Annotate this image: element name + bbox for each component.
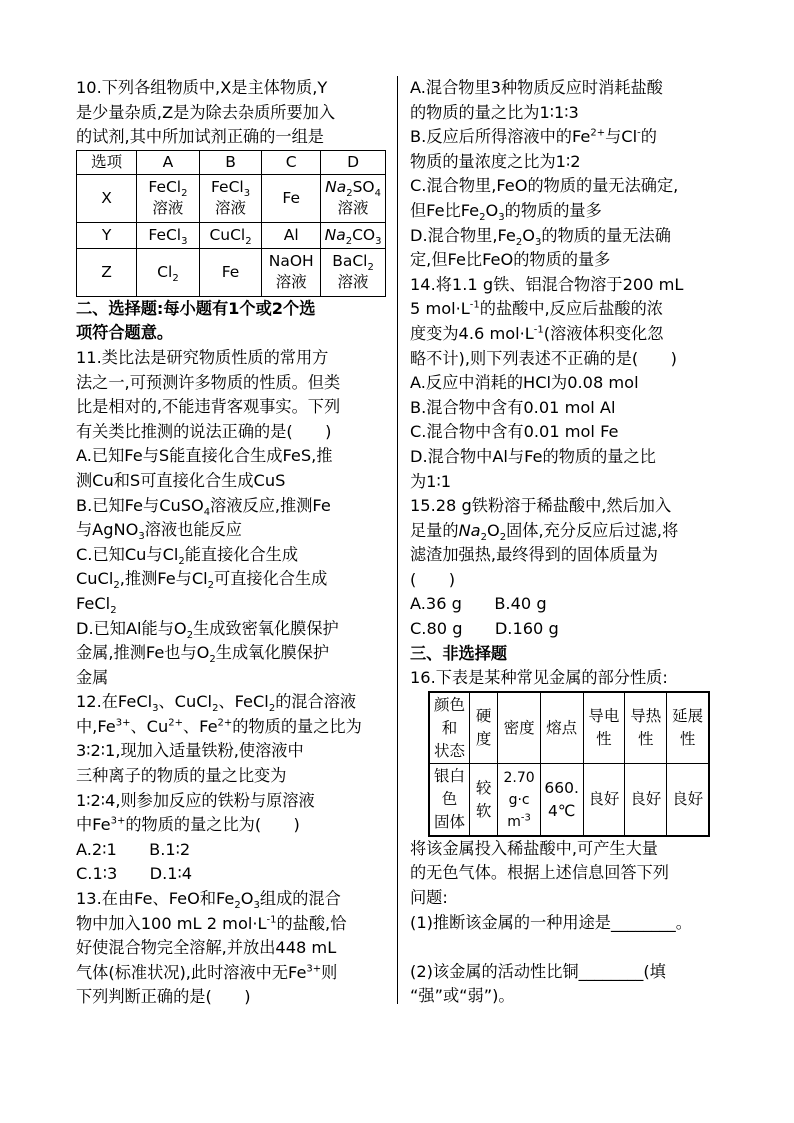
cell-sub: 2 [367, 262, 374, 274]
sub: 2 [178, 555, 185, 567]
q12-line-4: 三种离子的物质的量之比变为 [76, 766, 287, 786]
q14-option-a: A.反应中消耗的HCl为0.08 mol [410, 373, 639, 393]
sup: 2+ [168, 717, 183, 729]
sub: 2 [479, 212, 486, 224]
section-2-heading: 二、选择题:每小题有1个或2个选 [76, 298, 316, 318]
q13-option-c-cont [410, 199, 728, 224]
cell-text: 溶液 [275, 273, 307, 292]
text: 组成的混合 [259, 889, 341, 909]
table-cell [137, 222, 200, 248]
q16-text-2: 的无色气体。根据上述信息回答下列 [410, 863, 669, 883]
right-column [410, 76, 728, 1009]
text: 气体(标准状况),此时溶液中无Fe [76, 962, 307, 982]
sub: 3 [253, 900, 260, 912]
cell-text: FeCl [148, 225, 182, 244]
column-divider [397, 76, 398, 1004]
q13-line-1 [76, 887, 388, 912]
sub: 3 [138, 531, 145, 543]
q11-option-a-cont: 测Cu和S可直接化合生成CuS [76, 470, 286, 490]
q13-option-c: C.混合物里,FeO的物质的量无法确定, [410, 176, 679, 196]
q11-line-2: 法之一,可预测许多物质的性质。但类 [76, 372, 341, 392]
question-13 [76, 887, 388, 1010]
sub: 3 [535, 236, 542, 248]
q11-option-d-cont2: 金属 [76, 667, 109, 687]
text: B.已知Fe与CuSO [76, 495, 204, 515]
table-header: C [262, 150, 321, 174]
text: 则 [321, 962, 338, 982]
text: Na [458, 520, 481, 540]
text: g·c [508, 791, 530, 808]
q10-table [76, 150, 386, 297]
left-column [76, 76, 388, 1010]
q14-option-d: D.混合物中Al与Fe的物质的量之比 [410, 446, 656, 466]
text: 生成致密氧化膜保护 [193, 618, 339, 638]
q12-line-3: 3∶2∶1,现加入适量铁粉,使溶液中 [76, 741, 304, 761]
table-row [77, 174, 386, 222]
text: 足量的 [410, 520, 459, 540]
text: m [507, 813, 521, 830]
table-cell: Y [77, 222, 137, 248]
sup: -3 [520, 811, 531, 823]
cell-text: Na [324, 225, 346, 244]
question-10 [76, 76, 388, 297]
text: 4℃ [548, 801, 576, 820]
text: 的盐酸,恰 [276, 913, 347, 933]
text: 2.70 [503, 769, 535, 786]
cell-text: FeCl [148, 178, 182, 197]
text: 导热 [630, 707, 662, 726]
text: O [240, 889, 254, 909]
text: 中,Fe [76, 716, 116, 736]
text: ,推测Fe与Cl [119, 569, 208, 589]
sup: 2+ [217, 717, 233, 729]
table-row [77, 222, 386, 248]
table-header: B [199, 150, 262, 174]
cell-text: CO [352, 225, 376, 244]
cell-text: 溶液 [152, 199, 184, 218]
cell-text: 溶液 [337, 273, 369, 292]
table-header [469, 692, 497, 764]
sub: 2 [186, 629, 194, 641]
cell-sub: 2 [346, 188, 353, 200]
text: 能直接化合生成 [184, 544, 299, 564]
q14-option-d-cont: 为1∶1 [410, 471, 451, 491]
text: 中Fe [76, 815, 111, 835]
cell-text: SO [352, 178, 375, 197]
q15-line-3: 滤渣加强热,最终得到的固体质量为 [410, 545, 658, 565]
text: 度变为4.6 mol·L [410, 323, 534, 343]
text: 延展 [672, 707, 704, 726]
q16-part-2-cont: “强”或“弱”)。 [410, 986, 515, 1006]
text: 5 mol·L [410, 299, 470, 319]
q13-option-a: A.混合物里3种物质反应时消耗盐酸 [410, 78, 663, 97]
section-3-heading: 三、非选择题 [410, 643, 508, 663]
text: 但Fe比Fe [410, 200, 480, 220]
question-12 [76, 690, 388, 887]
text: 性 [637, 730, 654, 749]
q14-option-c: C.混合物中含有0.01 mol Fe [410, 422, 619, 442]
table-cell [199, 174, 262, 222]
q11-option-a: A.已知Fe与S能直接化合生成FeS,推 [76, 446, 333, 466]
text: 固体 [433, 813, 465, 832]
table-cell [321, 222, 386, 248]
text: 颜色 [433, 695, 465, 714]
text: 溶液也能反应 [144, 520, 242, 540]
text: 色 [441, 790, 458, 809]
text: 、Cu [130, 716, 169, 736]
table-header: A [137, 150, 200, 174]
table-cell [199, 222, 262, 248]
text: 溶液反应,推测Fe [210, 495, 331, 515]
sub: 2 [515, 236, 523, 248]
text: 物中加入100 mL 2 mol·L [76, 913, 267, 933]
text: 状态 [433, 741, 465, 760]
sup: - [637, 127, 641, 139]
text: FeCl [76, 593, 111, 613]
text: 的盐酸中,反应后盐酸的浓 [479, 299, 663, 319]
table-cell: Fe [199, 248, 262, 296]
q11-option-d [76, 617, 388, 642]
text: 660. [544, 778, 579, 797]
text: CuCl [76, 569, 114, 589]
cell-text: 溶液 [337, 199, 369, 218]
table-cell: Fe [262, 174, 321, 222]
q15-options-cd: C.80 g D.160 g [410, 619, 559, 639]
cell-text: Cl [157, 262, 173, 281]
cell-sub: 3 [375, 235, 382, 247]
sub: 3 [498, 212, 505, 224]
text: D.已知Al能与O [76, 618, 187, 638]
table-row [77, 150, 386, 174]
q13-option-d-cont: 定,但Fe比FeO的物质的量多 [410, 250, 611, 270]
text: 金属,推测Fe也与O [76, 643, 210, 663]
table-header [429, 692, 469, 764]
text: O [486, 520, 500, 540]
text: 的物质的量无法确 [541, 225, 671, 245]
sub: 4 [203, 506, 211, 518]
text: 导电 [588, 707, 620, 726]
table-cell [429, 764, 469, 836]
text: 和 [441, 718, 458, 737]
table-header: 选项 [77, 150, 137, 174]
question-13-options [410, 76, 728, 273]
q15-line-4: ( ) [410, 569, 456, 589]
q13-line-3: 好使混合物完全溶解,并放出448 mL [76, 938, 337, 958]
q11-option-d-cont [76, 641, 388, 666]
table-header: 熔点 [540, 692, 583, 764]
question-15 [410, 494, 728, 642]
q14-line-2 [410, 297, 728, 322]
table-cell: 良好 [667, 764, 709, 836]
q13-option-a-cont: 的物质的量之比为1∶1∶3 [410, 102, 579, 122]
cell-sub: 2 [345, 235, 353, 247]
q14-line-1: 14.将1.1 g铁、铝混合物溶于200 mL [410, 274, 684, 294]
table-cell [540, 764, 583, 836]
q13-line-5: 下列判断正确的是( ) [76, 987, 251, 1007]
sub: 2 [499, 531, 507, 543]
cell-text: BaCl [332, 252, 368, 271]
sup: 3+ [306, 963, 322, 975]
q11-option-c [76, 543, 388, 568]
text: 、FeCl [218, 692, 269, 712]
table-cell: 良好 [583, 764, 625, 836]
text: C.已知Cu与Cl [76, 544, 179, 564]
text: O [522, 225, 536, 245]
sup: -1 [469, 299, 480, 311]
table-header [667, 692, 709, 764]
table-header [583, 692, 625, 764]
q13-option-d [410, 224, 728, 249]
text: 与Cl [605, 127, 638, 147]
table-cell: 良好 [625, 764, 667, 836]
text: B.反应后所得溶液中的Fe [410, 127, 591, 147]
sub: 2 [113, 580, 120, 592]
cell-text: NaOH [268, 252, 314, 271]
q12-line-2 [76, 715, 388, 740]
q13-line-4 [76, 961, 388, 986]
q11-line-1: 11.类比法是研究物质性质的常用方 [76, 347, 329, 367]
text: 的混合溶液 [275, 692, 357, 712]
q16-table [428, 691, 710, 837]
text: 的物质的量之比为( ) [125, 815, 300, 835]
table-cell [469, 764, 497, 836]
text: 的物质的量之比为 [232, 716, 362, 736]
text: O [485, 200, 499, 220]
cell-sub: 3 [243, 188, 251, 200]
text: 较 [475, 778, 492, 797]
question-14 [410, 273, 728, 494]
sub: 2 [209, 654, 216, 666]
cell-text: 溶液 [215, 199, 247, 218]
sub: 2 [110, 605, 117, 617]
q14-line-3 [410, 322, 728, 347]
q13-line-2 [76, 912, 388, 937]
q14-line-4: 略不计),则下列表述不正确的是( ) [410, 348, 677, 368]
spacer [410, 935, 728, 960]
text: 、Fe [182, 716, 218, 736]
q15-options-ab: A.36 g B.40 g [410, 594, 547, 614]
text: 13.在由Fe、FeO和Fe [76, 889, 235, 909]
cell-text: Na [325, 178, 347, 197]
text: 的物质的量多 [504, 200, 602, 220]
table-cell [498, 764, 541, 836]
q11-line-4: 有关类比推测的说法正确的是( ) [76, 421, 332, 441]
table-cell: Z [77, 248, 137, 296]
text: 性 [596, 730, 612, 749]
sub: 2 [207, 580, 215, 592]
text: 固体,充分反应后过滤,将 [506, 520, 679, 540]
table-cell [321, 174, 386, 222]
table-cell [137, 174, 200, 222]
q16-text-1: 将该金属投入稀盐酸中,可产生大量 [410, 838, 658, 858]
cell-sub: 3 [181, 235, 188, 247]
table-cell [262, 248, 321, 296]
sup: -1 [266, 914, 277, 926]
text: 度 [475, 730, 492, 749]
question-11 [76, 346, 388, 690]
q10-line-2: 是少量杂质,Z是为除去杂质所要加入 [76, 102, 336, 122]
sup: 3+ [115, 717, 131, 729]
table-header: D [321, 150, 386, 174]
cell-text: CuCl [209, 225, 246, 244]
table-cell [321, 248, 386, 296]
text: 生成氧化膜保护 [215, 643, 330, 663]
sub: 2 [480, 531, 487, 543]
text: 性 [679, 730, 696, 749]
cell-sub: 4 [374, 188, 381, 200]
table-cell: X [77, 174, 137, 222]
q12-options-cd: C.1∶3 D.1∶4 [76, 864, 193, 884]
q12-line-1 [76, 690, 388, 715]
text: (溶液体积变化忽 [543, 323, 664, 343]
q16-part-2: (2)该金属的活动性比铜________(填 [410, 961, 666, 981]
q10-line-1: 10.下列各组物质中,X是主体物质,Y [76, 78, 328, 97]
table-row [429, 692, 709, 764]
text: 、CuCl [158, 692, 213, 712]
table-header: 密度 [498, 692, 541, 764]
q13-option-b-cont: 物质的量浓度之比为1∶2 [410, 151, 581, 171]
sub: 3 [152, 703, 159, 715]
q16-line-1: 16.下表是某种常见金属的部分性质: [410, 668, 668, 688]
q14-option-b: B.混合物中含有0.01 mol Al [410, 397, 616, 417]
text: 银白 [433, 767, 465, 786]
table-row [77, 248, 386, 296]
q10-line-3: 的试剂,其中所加试剂正确的一组是 [76, 127, 324, 147]
text: 的 [640, 127, 657, 147]
sup: 3+ [110, 815, 126, 827]
q11-option-b-cont [76, 518, 388, 543]
q12-options-ab: A.2∶1 B.1∶2 [76, 839, 191, 859]
q15-line-2 [410, 519, 728, 544]
q11-option-b [76, 494, 388, 519]
question-16 [410, 666, 728, 1009]
table-cell: Al [262, 222, 321, 248]
sub: 2 [234, 900, 241, 912]
cell-sub: 2 [172, 272, 179, 284]
section-2-heading-cont: 项符合题意。 [76, 323, 174, 343]
q13-option-b [410, 125, 728, 150]
q11-option-c-cont2 [76, 592, 388, 617]
q16-part-1: (1)推断该金属的一种用途是________。 [410, 912, 692, 932]
text: 硬 [475, 707, 492, 726]
text: 与AgNO [76, 520, 139, 540]
q12-line-5: 1∶2∶4,则参加反应的铁粉与原溶液 [76, 790, 315, 810]
q15-line-1: 15.28 g铁粉溶于稀盐酸中,然后加入 [410, 496, 672, 516]
sup: -1 [533, 324, 544, 336]
sub: 2 [212, 703, 219, 715]
q12-line-6 [76, 813, 388, 838]
cell-text: FeCl [210, 178, 244, 197]
sub: 2 [268, 703, 276, 715]
table-cell [137, 248, 200, 296]
text: 软 [475, 801, 492, 820]
text: D.混合物里,Fe [410, 225, 516, 245]
table-row [429, 764, 709, 836]
cell-sub: 2 [245, 235, 252, 247]
q16-text-3: 问题: [410, 888, 448, 908]
sup: 2+ [590, 127, 606, 139]
cell-sub: 2 [181, 188, 188, 200]
q11-option-c-cont [76, 567, 388, 592]
text: 可直接化合生成 [214, 569, 328, 589]
q11-line-3: 比是相对的,不能违背客观事实。下列 [76, 397, 341, 417]
text: 12.在FeCl [76, 692, 153, 712]
table-header [625, 692, 667, 764]
